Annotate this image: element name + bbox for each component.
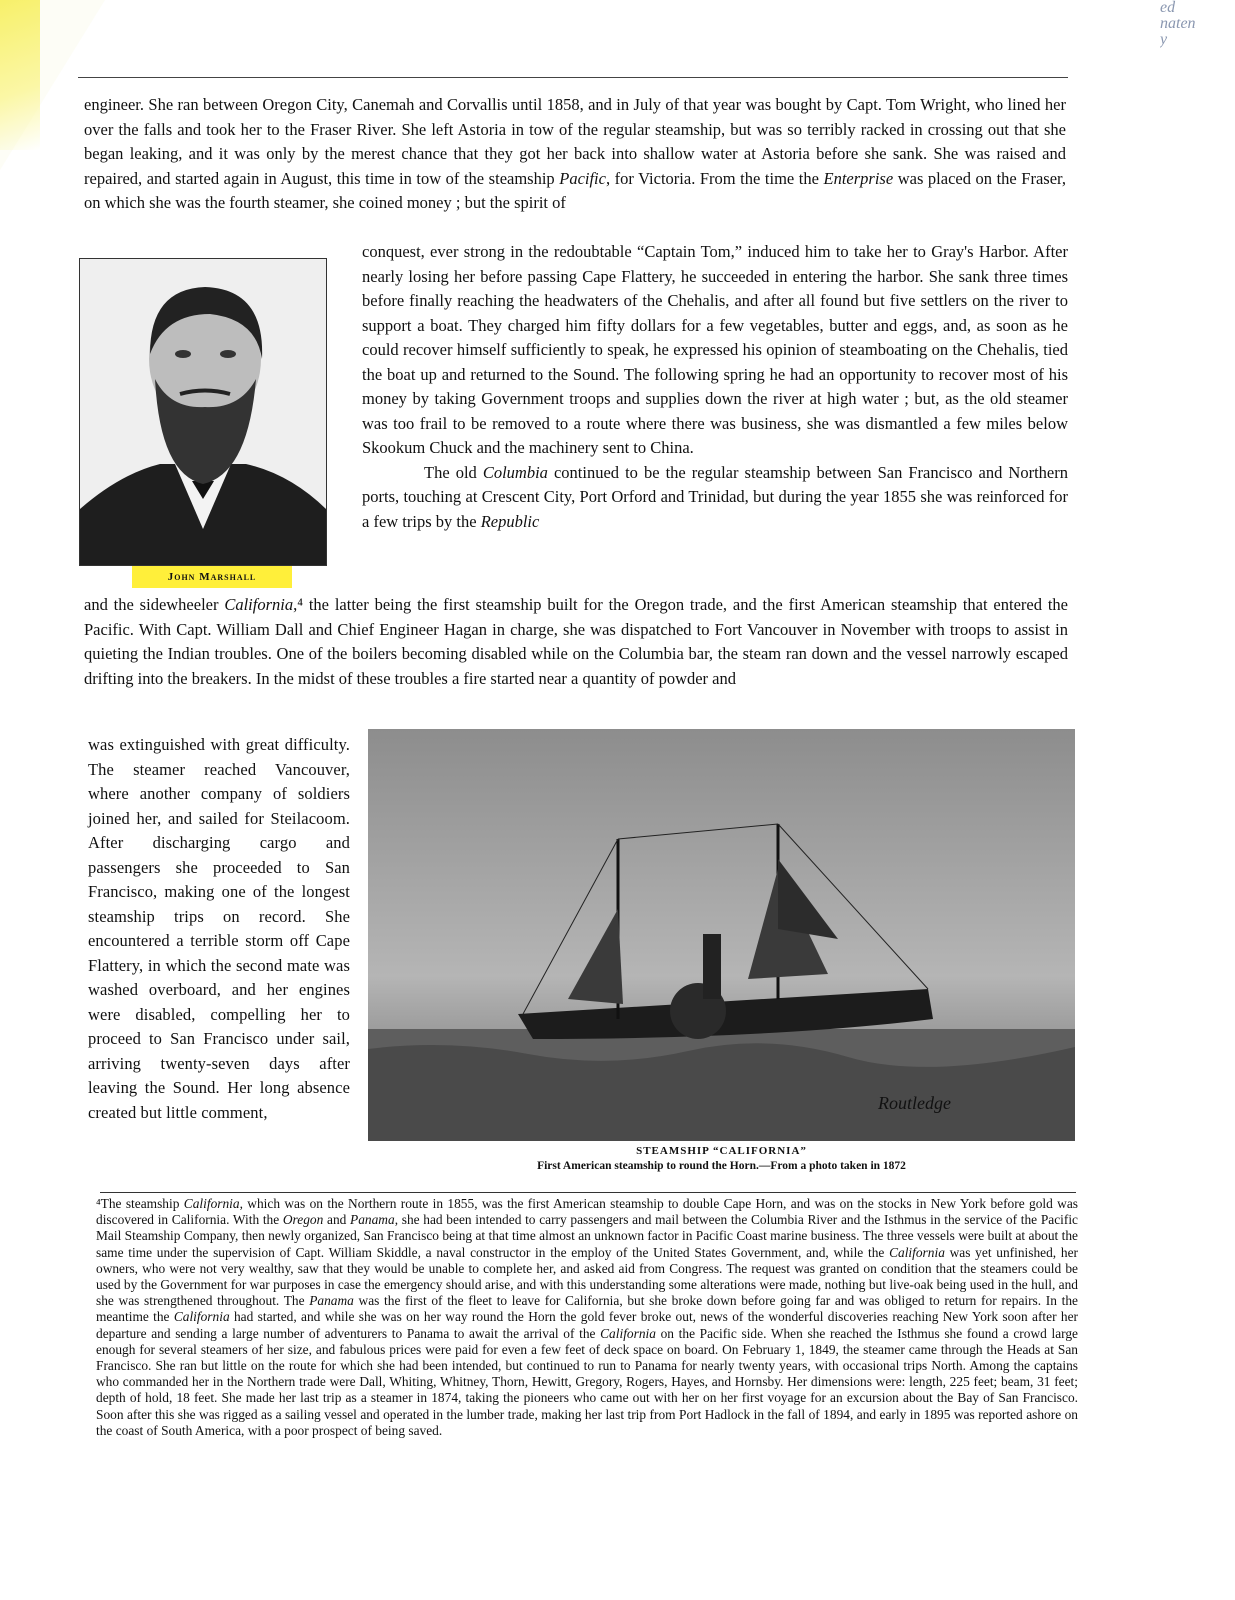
text-segment: on the Pacific side. When she reached the Isthmus she found a crowd large enough for several steamers of her size, and fabulous prices were paid for even a few feet of deck space on board. On February 1, 1849, the steamer came through the Heads at San Francisco. She ran but little on the route for which she had been intended, but continued to run to Panama for nearly twenty years, with occasional trips North. Among the captains who commanded her in the Northern trade were Dall, Whiting, Whitney, Thorn, Hewitt, Gregory, Rogers, Hayes, and Hornsby. Her dimensions were: length, 225 feet; beam, 31 feet; depth of hold, 18 feet. She made her last trip as a steamer in 1874, taking the pioneers who came out with her on her first voyage for an excursion about the Bay of San Francisco. Soon after this she was rigged as a sailing vessel and operated in the lumber trade, making her last trip from Port Hadlock in the fall of 1894, and early in 1895 was reported ashore on the coast of South America, with a poor prospect of being saved. bbox=[96, 1325, 1079, 1438]
text-segment: Panama bbox=[309, 1293, 354, 1309]
text-segment: and the sidewheeler bbox=[84, 595, 225, 614]
text-segment: , for Victoria. From the time the bbox=[605, 168, 824, 188]
text-segment: Columbia bbox=[482, 462, 548, 482]
text-segment: was yet unfinished, her owners, who were not very wealthy, saw that they would be unable to complete her, and asked aid from Congress. The request was granted on condition that the steamers could be used by the Government for war purposes in case the emergency should arise, and with this understanding some alterations were made, nothing but live-oak being used in the hull, and she was strengthened throughout. The bbox=[96, 1244, 1078, 1309]
text-segment: was the first of the fleet to leave for California, but she broke down before going far and was obliged to return for repairs. In the meantime the bbox=[96, 1293, 1079, 1325]
footnote-rule bbox=[100, 1192, 1076, 1193]
paragraph-right bbox=[362, 240, 1068, 534]
portrait-illustration bbox=[80, 259, 326, 565]
text-segment: and bbox=[323, 1212, 351, 1228]
text-segment: engineer. She ran between Oregon City, Canemah and Corvallis until 1858, and in July of that year was bought by Capt. Tom Wright, who lined her over the falls and took her to the Fraser River. She left Astoria in tow of the regular steamship, but was so terribly racked in crossing out that she began leaking, and it was only by the merest chance that they got her back into shallow water at Astoria before she sank. She was raised and repaired, and started again in August, this time in tow of the steamship bbox=[84, 95, 1066, 188]
corner-scrap-text: ed naten y bbox=[1160, 0, 1196, 48]
ship-signature: Routledge bbox=[878, 1093, 951, 1113]
text-segment: continued to be the regular steamship between San Francisco and Northern ports, touching at Crescent City, Port Orford and Trinidad, but during the year 1855 she was reinforced for a few trips by the bbox=[362, 462, 1068, 531]
text-segment: California bbox=[889, 1244, 945, 1260]
text-segment: Oregon bbox=[282, 1212, 324, 1228]
paragraph-mid bbox=[84, 593, 1068, 691]
text-segment: ,⁴ the latter being the first steamship built for the Oregon trade, and the first American steamship that entered the Pacific. With Capt. William Dall and Chief Engineer Hagan in charge, she was dispatched to Fort Vancouver in November with troops to assist in quieting the Indian troubles. One of the boilers becoming disabled while on the Columbia bar, the steam ran down and the vessel narrowly escaped drifting into the breakers. In the midst of these troubles a fire started near a quantity of powder and bbox=[84, 595, 1068, 688]
text-segment: ⁴The steamship bbox=[96, 1196, 184, 1211]
portrait-photo bbox=[79, 258, 327, 566]
text-segment: California bbox=[173, 1309, 230, 1325]
top-rule bbox=[78, 77, 1068, 78]
paragraph-right-columbia bbox=[362, 461, 1068, 535]
footnote bbox=[96, 1196, 1078, 1439]
text-segment: California bbox=[600, 1325, 656, 1341]
text-segment: Pacific bbox=[559, 168, 606, 188]
portrait-caption: John Marshall bbox=[132, 566, 292, 588]
text-segment: , she had been intended to carry passengers and mail between the Columbia River and the Isthmus in the service of the Pacific Mail Steamship Company, then newly organized, San Francisco being at that time almost an unknown factor in Pacific Coast marine business. The three vessels were built at about the same time under the supervision of Capt. William Skiddle, a naval constructor in the employ of the United States Government, and, while the bbox=[96, 1212, 1078, 1260]
steamship-illustration bbox=[368, 729, 1075, 1141]
ship-caption-sub: First American steamship to round the Horn.—From a photo taken in 1872 bbox=[537, 1160, 906, 1172]
paragraph-top bbox=[84, 93, 1066, 216]
text-segment: California bbox=[224, 595, 294, 614]
paragraph-right-text: conquest, ever strong in the redoubtable “Captain Tom,” induced him to take her to Gray's Harbor. After nearly losing her before passing Cape Flattery, he succeeded in entering the harbor. She sank three times before finally reaching the headwaters of the Chehalis, and after all found but five settlers on the river to support a boat. They charged him fifty dollars for a few vegetables, butter and eggs, and, as soon as he could recover himself sufficiently to speak, he expressed his opinion of steamboating on the Chehalis, tied the boat up and returned to the Sound. The following spring he had an opportunity to recover most of his money by taking Government troops and supplies down the river at high water ; but, as the old steamer was too frail to be removed to a route where there was business, she was dismantled a few miles below Skookum Chuck and the machinery sent to China. bbox=[362, 242, 1068, 457]
text-segment: The old bbox=[424, 462, 483, 482]
paragraph-left: was extinguished with great difficulty. The steamer reached Vancouver, where another company of soldiers joined her, and sailed for Steilacoom. After discharging cargo and passengers she proceeded to San Francisco, making one of the longest steamship trips on record. She encountered a terrible storm off Cape Flattery, in which the second mate was washed overboard, and her engines were disabled, compelling her to proceed to San Francisco under sail, arriving twenty-seven days after leaving the Sound. Her long absence created but little comment, bbox=[88, 735, 350, 1122]
text-segment: Enterprise bbox=[823, 168, 894, 188]
text-segment: Panama bbox=[350, 1212, 395, 1228]
text-segment: , which was on the Northern route in 1855, was the first American steamship to double Cape Horn, and was on the stocks in New York before gold was discovered in California. With the bbox=[96, 1196, 1078, 1228]
text-segment: Republic bbox=[480, 511, 540, 531]
text-segment: was placed on the Fraser, on which she was the fourth steamer, she coined money ; but the spirit of bbox=[84, 168, 1066, 212]
ship-caption-title: STEAMSHIP “CALIFORNIA” bbox=[636, 1145, 807, 1157]
text-segment: had started, and while she was on her way round the Horn the gold fever broke out, news of the wonderful discoveries reaching New York soon after her departure and sending a large number of adventurers to Panama to await the arrival of the bbox=[96, 1309, 1078, 1341]
text-segment: California bbox=[183, 1196, 240, 1211]
corner-highlighter-mark bbox=[0, 0, 40, 150]
steamship-drawing bbox=[368, 729, 1075, 1141]
